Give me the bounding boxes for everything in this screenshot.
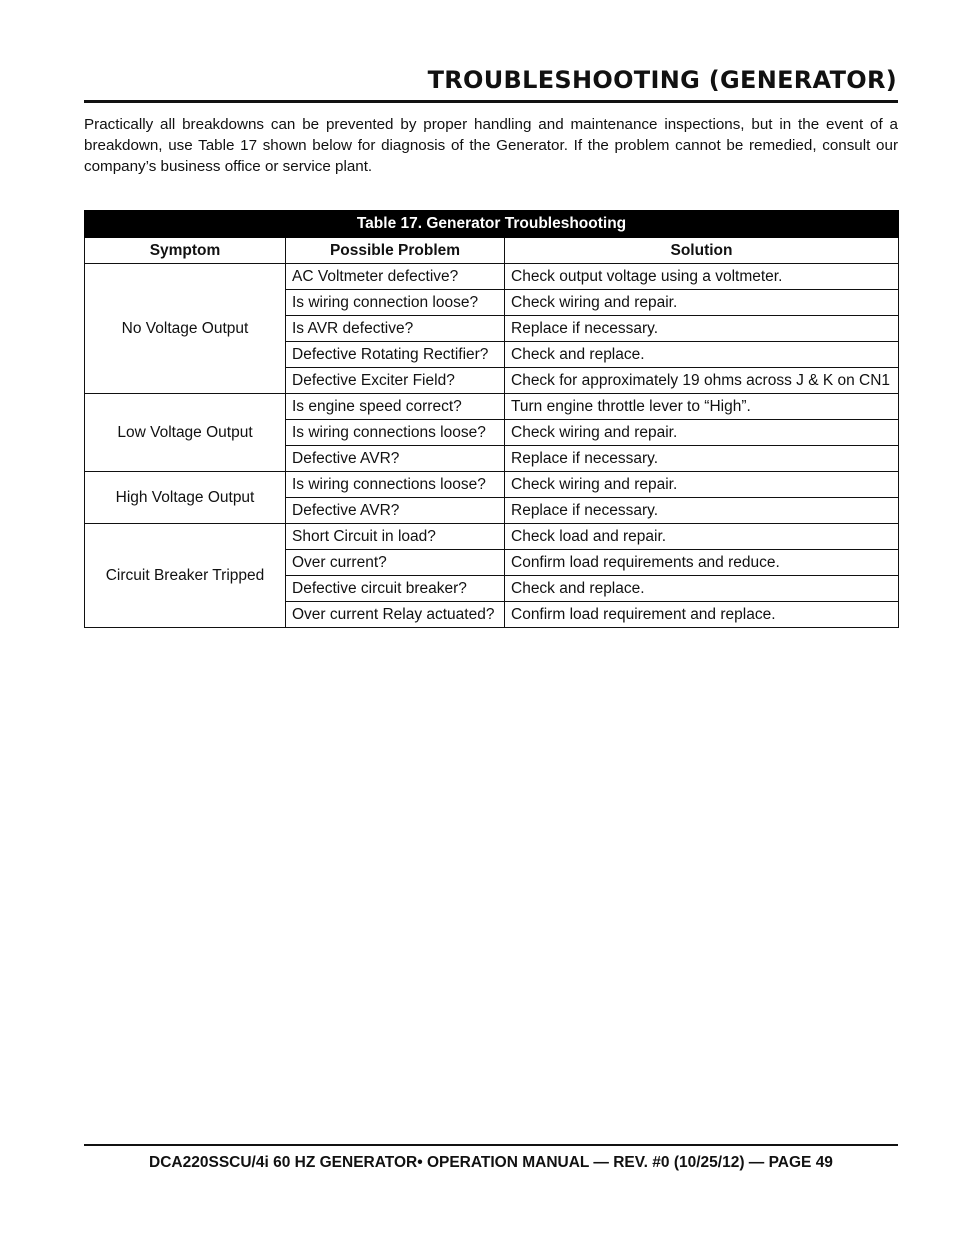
solution-cell: Check output voltage using a voltmeter.	[505, 264, 899, 290]
header-symptom: Symptom	[85, 238, 286, 264]
problem-cell: Is wiring connections loose?	[286, 420, 505, 446]
solution-cell: Replace if necessary.	[505, 446, 899, 472]
solution-cell: Check for approximately 19 ohms across J & K on CN1	[505, 368, 899, 394]
intro-paragraph: Practically all breakdowns can be prevented by proper handling and maintenance inspections, but in the event of a breakdown, use Table 17 shown below for diagnosis of the Generator. If the problem cannot be remedied, consult our company’s business office or service plant.	[84, 116, 898, 175]
table-caption: Table 17. Generator Troubleshooting	[85, 211, 899, 238]
symptom-cell: No Voltage Output	[85, 264, 286, 394]
header-solution: Solution	[505, 238, 899, 264]
problem-cell: Defective circuit breaker?	[286, 576, 505, 602]
page-footer: DCA220SSCU/4i 60 HZ GENERATOR• OPERATION MANUAL — REV. #0 (10/25/12) — PAGE 49	[149, 1154, 833, 1171]
solution-cell: Check and replace.	[505, 342, 899, 368]
problem-cell: Is wiring connection loose?	[286, 290, 505, 316]
solution-cell: Replace if necessary.	[505, 498, 899, 524]
table-row	[85, 472, 899, 498]
table-row	[85, 524, 899, 550]
problem-cell: Defective AVR?	[286, 498, 505, 524]
problem-cell: Is wiring connections loose?	[286, 472, 505, 498]
problem-cell: Defective Rotating Rectifier?	[286, 342, 505, 368]
table-row	[85, 264, 899, 290]
solution-cell: Confirm load requirements and reduce.	[505, 550, 899, 576]
problem-cell: Is engine speed correct?	[286, 394, 505, 420]
solution-cell: Turn engine throttle lever to “High”.	[505, 394, 899, 420]
symptom-cell: Low Voltage Output	[85, 394, 286, 472]
symptom-cell: High Voltage Output	[85, 472, 286, 524]
solution-cell: Confirm load requirement and replace.	[505, 602, 899, 628]
problem-cell: Over current?	[286, 550, 505, 576]
troubleshooting-table	[84, 210, 899, 628]
symptom-cell: Circuit Breaker Tripped	[85, 524, 286, 628]
title-divider	[84, 100, 898, 103]
problem-cell: Defective AVR?	[286, 446, 505, 472]
solution-cell: Check wiring and repair.	[505, 290, 899, 316]
problem-cell: AC Voltmeter defective?	[286, 264, 505, 290]
solution-cell: Check and replace.	[505, 576, 899, 602]
problem-cell: Over current Relay actuated?	[286, 602, 505, 628]
table-row	[85, 394, 899, 420]
footer-divider	[84, 1144, 898, 1146]
solution-cell: Check wiring and repair.	[505, 472, 899, 498]
problem-cell: Defective Exciter Field?	[286, 368, 505, 394]
solution-cell: Replace if necessary.	[505, 316, 899, 342]
problem-cell: Short Circuit in load?	[286, 524, 505, 550]
page-title: TROUBLESHOOTING (GENERATOR)	[427, 66, 897, 94]
problem-cell: Is AVR defective?	[286, 316, 505, 342]
solution-cell: Check load and repair.	[505, 524, 899, 550]
header-possible-problem: Possible Problem	[286, 238, 505, 264]
solution-cell: Check wiring and repair.	[505, 420, 899, 446]
